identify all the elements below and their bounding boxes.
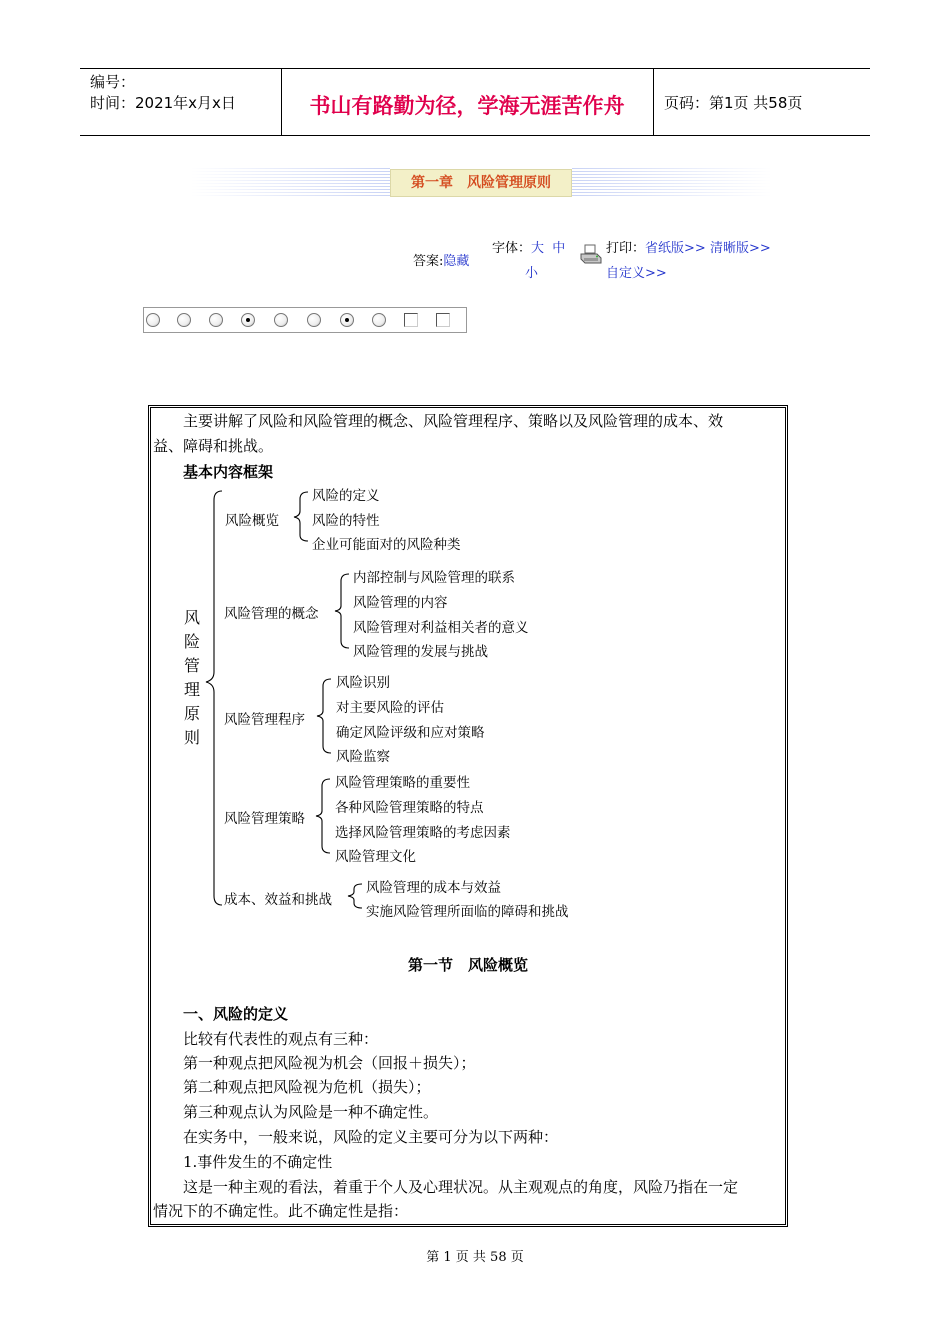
print-clear-link[interactable]: 清晰版>>: [709, 241, 771, 256]
paragraph: 第二种观点把风险视为危机（损失）；: [183, 1078, 431, 1096]
framework-root-char: 原: [184, 704, 201, 723]
framework-root-char: 风: [184, 608, 201, 627]
paragraph: 在实务中，一般来说，风险的定义主要可分为以下两种：: [183, 1128, 559, 1146]
framework-item: 风险识别: [336, 675, 390, 691]
intro-line1: 主要讲解了风险和风险管理的概念、风险管理程序、策略以及风险管理的成本、效: [183, 412, 724, 430]
framework-root-char: 险: [184, 632, 201, 651]
chapter-title: 第一章 风险管理原则: [390, 169, 572, 197]
framework-item: 风险的定义: [312, 488, 380, 504]
font-small-link[interactable]: 小: [525, 266, 539, 281]
framework-item: 风险管理的成本与效益: [366, 880, 501, 896]
paragraph: 比较有代表性的观点有三种：: [183, 1030, 379, 1048]
section-title: 第一节 风险概览: [407, 956, 528, 974]
header-motto: 书山有路勤为径，学海无涯苦作舟: [309, 94, 625, 118]
font-label: 字体：: [492, 241, 532, 256]
print-label: 打印：: [606, 241, 646, 256]
paragraph: 第一种观点把风险视为机会（回报＋损失）；: [183, 1054, 476, 1072]
framework-root-char: 管: [184, 656, 201, 675]
framework-item: 风险管理策略的重要性: [335, 775, 470, 791]
paragraph: 情况下的不确定性。此不确定性是指：: [153, 1202, 409, 1220]
framework-group-label: 成本、效益和挑战: [224, 892, 332, 908]
framework-root-label: [184, 606, 202, 750]
framework-item: 风险管理的发展与挑战: [353, 644, 488, 660]
framework-item: 确定风险评级和应对策略: [336, 725, 485, 741]
framework-item: 内部控制与风险管理的联系: [353, 570, 515, 586]
framework-group-label: 风险管理策略: [224, 811, 305, 827]
intro-line2: 益、障碍和挑战。: [153, 437, 274, 455]
framework-item: 风险监察: [336, 749, 390, 765]
framework-item: 企业可能面对的风险种类: [312, 537, 461, 553]
paragraph: 1.事件发生的不确定性: [183, 1153, 333, 1171]
framework-item: 选择风险管理策略的考虑因素: [335, 825, 511, 841]
framework-item: 风险管理文化: [335, 849, 416, 865]
header-page-info: 页码：第1页 共58页: [664, 94, 803, 112]
print-saving-link[interactable]: 省纸版>>: [645, 241, 706, 256]
number-label: 编号：: [90, 73, 136, 91]
font-large-link[interactable]: 大: [531, 241, 545, 256]
page-footer: 第 1 页 共 58 页: [426, 1250, 524, 1265]
framework-item: 风险管理对利益相关者的意义: [353, 620, 529, 636]
framework-item: 实施风险管理所面临的障碍和挑战: [366, 904, 569, 920]
time-label: 时间：2021年x月x日: [90, 94, 236, 112]
framework-title: 基本内容框架: [183, 463, 274, 481]
framework-item: 各种风险管理策略的特点: [335, 800, 484, 816]
heading-risk-definition: 一、风险的定义: [183, 1005, 289, 1023]
framework-item: 风险管理的内容: [353, 595, 448, 611]
paragraph: 第三种观点认为风险是一种不确定性。: [183, 1103, 439, 1121]
paragraph: 这是一种主观的看法，着重于个人及心理状况。从主观观点的角度，风险乃指在一定: [183, 1178, 739, 1196]
answer-label: 答案:: [413, 254, 444, 269]
framework-group-label: 风险概览: [225, 513, 279, 529]
answer-hide-link[interactable]: 隐藏: [443, 254, 470, 269]
framework-item: 对主要风险的评估: [336, 700, 444, 716]
framework-group-label: 风险管理程序: [224, 712, 305, 728]
font-medium-link[interactable]: 中: [552, 241, 566, 256]
print-custom-link[interactable]: 自定义>>: [606, 266, 667, 281]
framework-item: 风险的特性: [312, 513, 380, 529]
framework-group-label: 风险管理的概念: [224, 606, 319, 622]
framework-root-char: 理: [184, 680, 201, 699]
framework-root-char: 则: [184, 728, 201, 747]
